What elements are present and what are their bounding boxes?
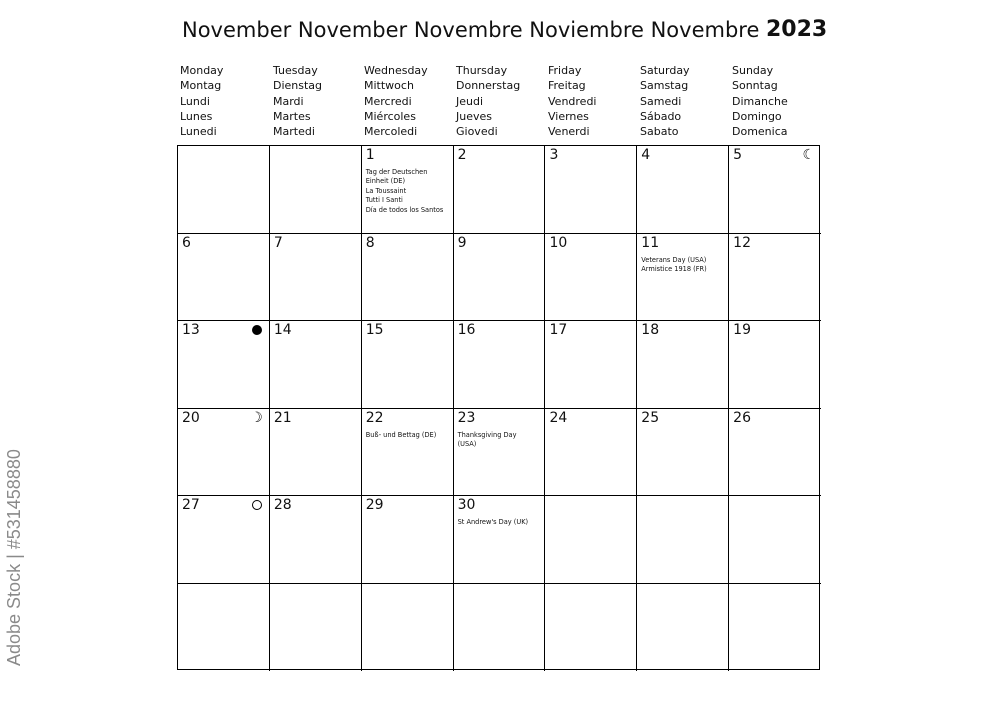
- day-number: 19: [733, 322, 751, 338]
- weekday-name: Lunes: [180, 109, 213, 123]
- weekday-name: Sabato: [640, 125, 679, 139]
- weekday-name: Giovedi: [456, 125, 498, 139]
- day-cell: [637, 584, 729, 672]
- weekday-header: [640, 63, 731, 139]
- weekday-name: Lundi: [180, 94, 210, 108]
- day-number: 17: [549, 322, 568, 338]
- day-cell: [637, 409, 729, 497]
- weekday-name: Monday: [180, 64, 224, 77]
- holiday-list: [458, 431, 517, 450]
- day-number: 16: [457, 322, 476, 338]
- weekday-name: Tuesday: [273, 64, 318, 77]
- day-number: 2: [457, 147, 467, 163]
- weekday-name: Viernes: [548, 109, 589, 123]
- weekday-name: Saturday: [640, 64, 690, 77]
- day-number: 14: [273, 322, 292, 338]
- holiday-list: [366, 431, 437, 440]
- weekday-name: Mercoledi: [364, 125, 418, 139]
- calendar-grid: [177, 145, 820, 670]
- holiday-name: Einheit (DE): [365, 177, 406, 186]
- day-cell: [545, 146, 637, 234]
- weekday-name: Donnerstag: [456, 79, 521, 93]
- waxing-crescent-moon-icon: ☽: [250, 409, 263, 426]
- weekday-name: Samedi: [640, 94, 682, 108]
- holiday-name: Armistice 1918 (FR): [641, 264, 707, 273]
- holiday-name: Veterans Day (USA): [641, 255, 707, 264]
- day-number: 4: [641, 147, 651, 163]
- day-cell: [362, 146, 454, 234]
- day-number: 23: [457, 409, 476, 426]
- holiday-list: [458, 518, 529, 527]
- day-number: 25: [641, 409, 660, 426]
- day-cell: [362, 496, 454, 584]
- weekday-name: Dimanche: [732, 94, 788, 108]
- day-cell: [729, 584, 821, 672]
- holiday-list: [366, 168, 444, 215]
- day-number: 8: [365, 234, 375, 251]
- weekday-header: [364, 63, 455, 139]
- full-moon-icon: [252, 500, 262, 510]
- day-cell: [454, 409, 546, 497]
- day-number: 28: [273, 497, 292, 513]
- new-moon-icon: [252, 325, 262, 335]
- day-number: 7: [273, 234, 283, 251]
- weekday-name: Vendredi: [548, 94, 597, 108]
- day-cell: [637, 321, 729, 409]
- holiday-name: St Andrew's Day (UK): [457, 518, 529, 526]
- weekday-name: Domingo: [732, 109, 782, 123]
- weekday-name: Miércoles: [364, 109, 416, 123]
- day-number: 22: [365, 409, 384, 426]
- day-cell: [454, 496, 546, 584]
- weekday-header: [732, 63, 823, 139]
- holiday-name: Buß- und Bettag (DE): [365, 430, 437, 439]
- day-number: 15: [365, 322, 384, 338]
- weekday-name: Thursday: [456, 64, 508, 77]
- day-cell: [729, 234, 821, 322]
- day-number: 1: [365, 147, 375, 163]
- day-cell: [729, 409, 821, 497]
- day-cell: [270, 409, 362, 497]
- weekday-name: Wednesday: [364, 64, 428, 77]
- day-cell: [270, 234, 362, 322]
- day-number: 13: [182, 322, 200, 338]
- weekday-name: Domenica: [732, 125, 788, 139]
- day-cell: [545, 409, 637, 497]
- day-number: 30: [457, 497, 476, 513]
- weekday-name: Lunedi: [180, 125, 217, 139]
- day-number: 26: [733, 409, 751, 426]
- day-cell: [178, 234, 270, 322]
- weekday-name: Mittwoch: [364, 79, 414, 93]
- weekday-name: Sunday: [732, 64, 774, 77]
- weekday-name: Jeudi: [456, 94, 484, 108]
- holiday-name: Tag der Deutschen: [365, 168, 428, 176]
- weekday-name: Samstag: [640, 79, 689, 93]
- day-cell: [270, 146, 362, 234]
- weekday-name: Martedi: [273, 125, 315, 139]
- holiday-name: Día de todos los Santos: [365, 205, 444, 214]
- weekday-name: Mercredi: [364, 94, 412, 108]
- weekday-header: [456, 63, 547, 139]
- day-cell: [454, 321, 546, 409]
- day-cell: [637, 146, 729, 234]
- day-number: 6: [182, 234, 191, 251]
- day-number: 27: [182, 497, 200, 513]
- day-cell: [545, 584, 637, 672]
- holiday-list: [641, 256, 706, 275]
- day-cell: [545, 496, 637, 584]
- weekday-header: [273, 63, 364, 139]
- weekday-name: Sábado: [640, 109, 682, 123]
- day-cell: [545, 234, 637, 322]
- day-cell: [637, 496, 729, 584]
- day-number: 10: [549, 234, 568, 251]
- day-number: 11: [641, 234, 660, 251]
- day-number: 24: [549, 409, 568, 426]
- stock-watermark: Adobe Stock | #531458880: [4, 449, 24, 666]
- day-number: 5: [733, 147, 743, 163]
- day-cell: [178, 146, 270, 234]
- weekday-name: Mardi: [273, 94, 304, 108]
- day-number: 9: [457, 234, 467, 251]
- weekday-name: Friday: [548, 64, 582, 77]
- day-number: 29: [365, 497, 384, 513]
- day-cell: [362, 321, 454, 409]
- day-cell: [729, 321, 821, 409]
- day-cell: [454, 234, 546, 322]
- weekday-name: Montag: [180, 79, 222, 93]
- weekday-name: Dienstag: [273, 79, 323, 93]
- calendar-year: 2023: [766, 17, 828, 42]
- day-cell: [454, 146, 546, 234]
- waning-crescent-moon-icon: ☾: [802, 147, 816, 163]
- day-cell: [454, 584, 546, 672]
- day-cell: [178, 321, 270, 409]
- holiday-name: Thanksgiving Day: [457, 430, 517, 439]
- day-number: 20: [182, 409, 200, 426]
- day-cell: [270, 496, 362, 584]
- day-number: 3: [549, 147, 559, 163]
- day-cell: [270, 321, 362, 409]
- weekday-name: Martes: [273, 109, 311, 123]
- calendar-title: November November Novembre Noviembre Novembre: [182, 18, 760, 42]
- day-cell: [270, 584, 362, 672]
- holiday-name: La Toussaint: [365, 186, 407, 195]
- weekday-name: Venerdi: [548, 125, 590, 139]
- weekday-header: [548, 63, 639, 139]
- weekday-name: Freitag: [548, 79, 586, 93]
- day-number: 21: [273, 409, 292, 426]
- weekday-header: [180, 63, 271, 139]
- day-number: 12: [733, 234, 751, 251]
- holiday-name: (USA): [457, 439, 477, 448]
- day-cell: [362, 584, 454, 672]
- day-cell: [178, 409, 270, 497]
- day-cell: [729, 496, 821, 584]
- day-cell: [362, 234, 454, 322]
- holiday-name: Tutti I Santi: [365, 196, 403, 205]
- day-cell: [362, 409, 454, 497]
- day-cell: [729, 146, 821, 234]
- weekday-name: Jueves: [456, 109, 492, 123]
- day-cell: [178, 496, 270, 584]
- day-cell: [178, 584, 270, 672]
- day-number: 18: [641, 322, 660, 338]
- weekday-name: Sonntag: [732, 79, 778, 93]
- day-cell: [545, 321, 637, 409]
- day-cell: [637, 234, 729, 322]
